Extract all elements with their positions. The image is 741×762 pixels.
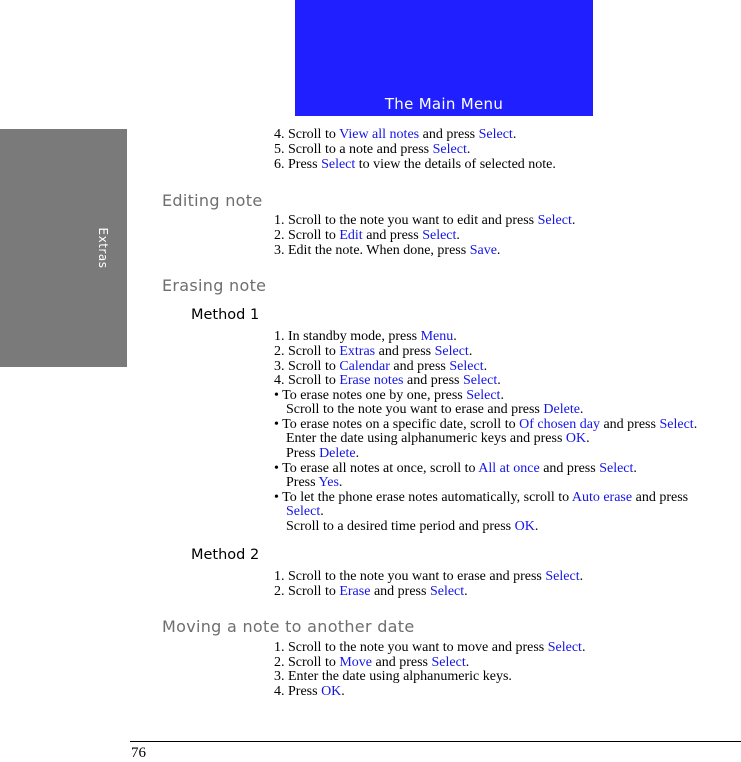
erasing-m1-step-3: 3. Scroll to Calendar and press Select.	[274, 359, 488, 374]
erasing-bullet-one-by-one-cont: Scroll to the note you want to erase and press Delete.	[286, 402, 584, 417]
intro-step-4: 4. Scroll to View all notes and press Select.	[274, 127, 517, 142]
method-1-title: Method 1	[191, 307, 260, 323]
moving-step-2: 2. Scroll to Move and press Select.	[274, 655, 470, 670]
erasing-m1-step-2: 2. Scroll to Extras and press Select.	[274, 344, 473, 359]
erasing-bullet-specific-date-cont2: Press Delete.	[286, 446, 360, 461]
footer-divider	[130, 741, 741, 742]
intro-step-5: 5. Scroll to a note and press Select.	[274, 142, 471, 157]
section-title-erasing: Erasing note	[162, 276, 267, 295]
moving-step-3: 3. Enter the date using alphanumeric keys.	[274, 669, 512, 684]
erasing-bullet-auto-erase: • To let the phone erase notes automatically, scroll to Auto erase and press	[274, 490, 689, 505]
erasing-bullet-one-by-one: • To erase notes one by one, press Select.	[274, 388, 504, 403]
erasing-bullet-specific-date: • To erase notes on a specific date, scroll to Of chosen day and press Select.	[274, 417, 698, 432]
erasing-bullet-specific-date-cont: Enter the date using alphanumeric keys and press OK.	[286, 431, 590, 446]
page-number: 76	[131, 745, 146, 761]
erasing-m2-step-2: 2. Scroll to Erase and press Select.	[274, 584, 468, 599]
section-title-moving: Moving a note to another date	[162, 617, 415, 636]
intro-step-6: 6. Press Select to view the details of selected note.	[274, 157, 556, 172]
moving-step-4: 4. Press OK.	[274, 684, 345, 699]
header-banner	[295, 0, 593, 116]
side-tab-label: Extras	[96, 227, 110, 269]
erasing-bullet-auto-erase-cont2: Scroll to a desired time period and press OK.	[286, 519, 539, 534]
erasing-m2-step-1: 1. Scroll to the note you want to erase and press Select.	[274, 569, 584, 584]
moving-step-1: 1. Scroll to the note you want to move and press Select.	[274, 640, 586, 655]
erasing-bullet-all-at-once: • To erase all notes at once, scroll to All at once and press Select.	[274, 461, 637, 476]
section-title-editing: Editing note	[162, 191, 263, 210]
erasing-bullet-all-at-once-cont: Press Yes.	[286, 475, 343, 490]
editing-step-1: 1. Scroll to the note you want to edit and press Select.	[274, 213, 576, 228]
erasing-bullet-auto-erase-cont: Select.	[286, 504, 324, 519]
erasing-m1-step-4: 4. Scroll to Erase notes and press Select.	[274, 373, 501, 388]
header-title: The Main Menu	[384, 95, 504, 113]
editing-step-2: 2. Scroll to Edit and press Select.	[274, 228, 460, 243]
editing-step-3: 3. Edit the note. When done, press Save.	[274, 243, 501, 258]
method-2-title: Method 2	[191, 547, 260, 563]
erasing-m1-step-1: 1. In standby mode, press Menu.	[274, 329, 457, 344]
